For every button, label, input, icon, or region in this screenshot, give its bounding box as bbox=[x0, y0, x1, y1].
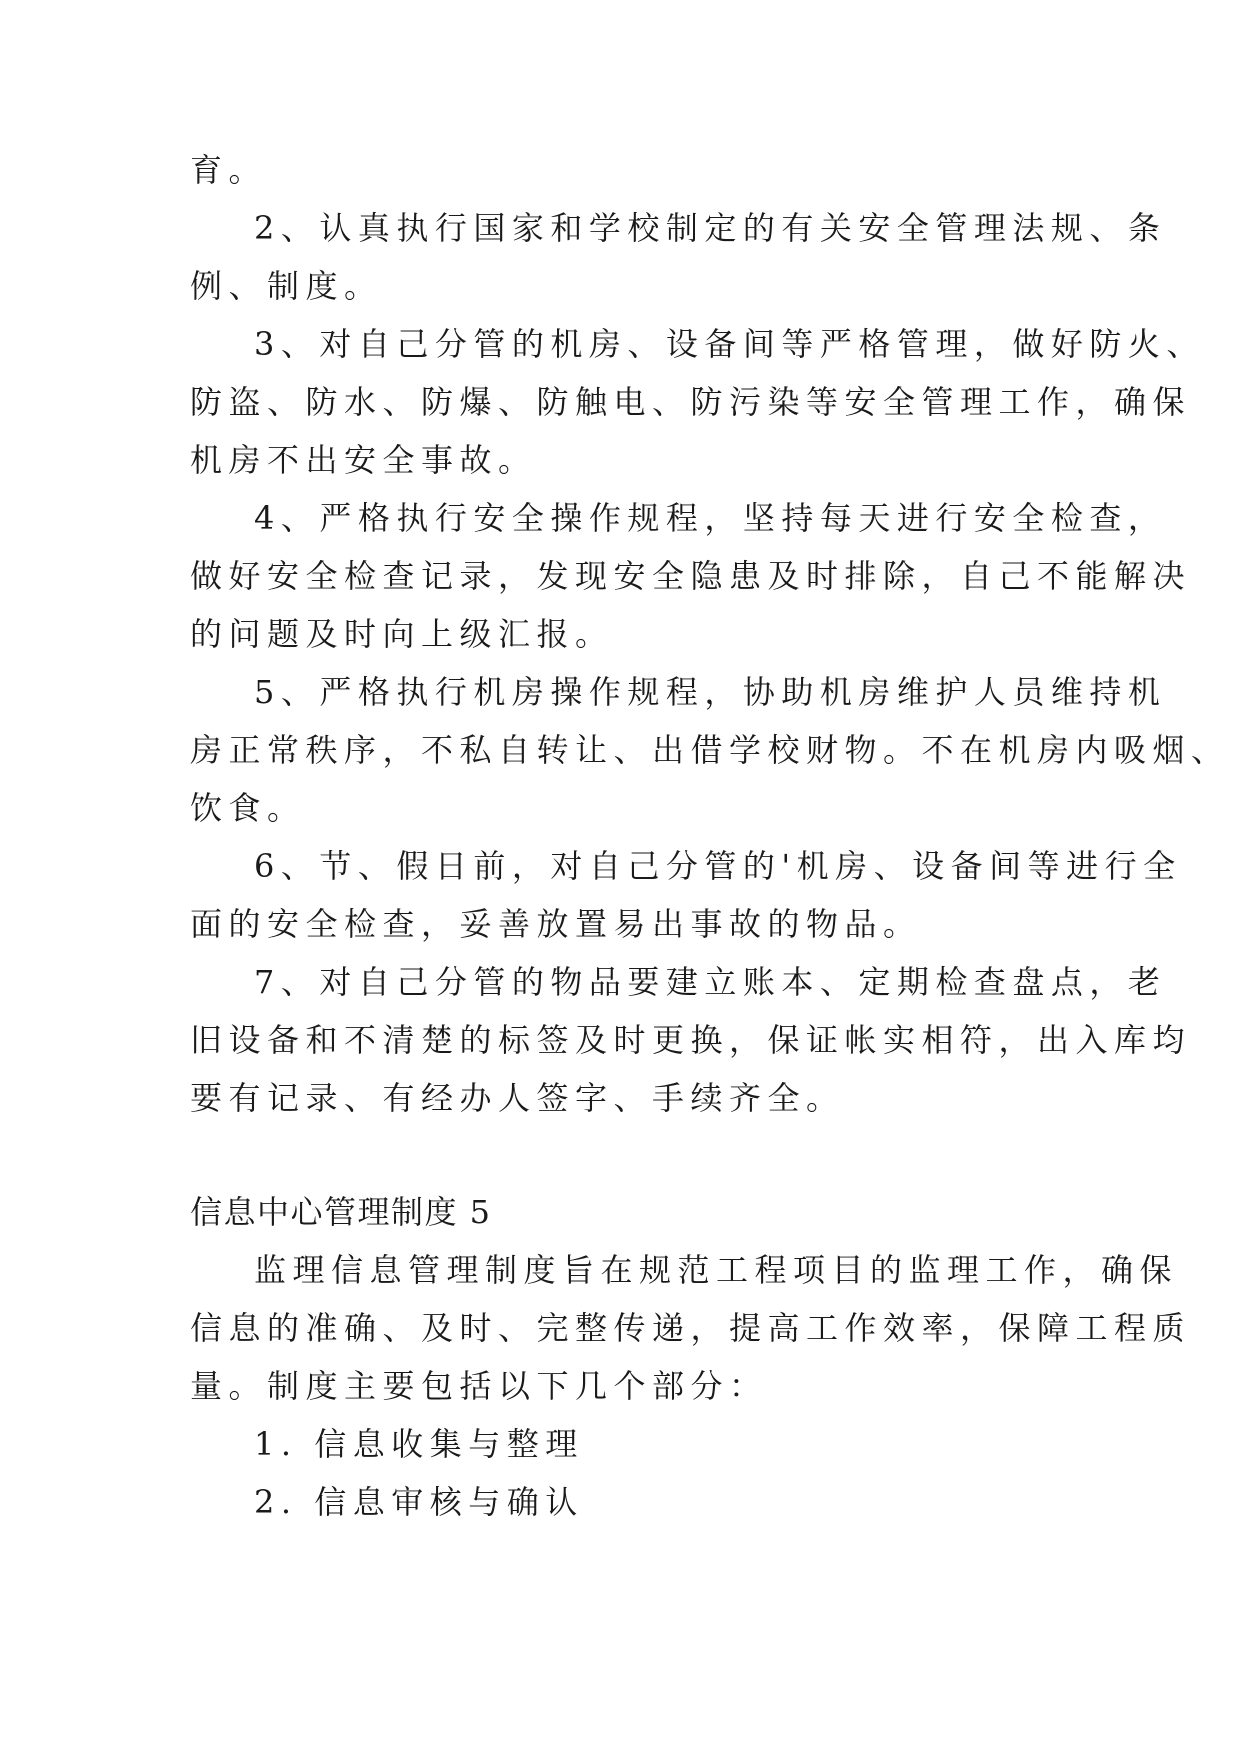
paragraph-line: 6、节、假日前，对自己分管的'机房、设备间等进行全 bbox=[254, 847, 1182, 885]
paragraph-line: 信息的准确、及时、完整传递，提高工作效率，保障工程质 bbox=[190, 1309, 1192, 1347]
paragraph-line: 的问题及时向上级汇报。 bbox=[190, 615, 614, 653]
paragraph-line: 2、认真执行国家和学校制定的有关安全管理法规、条 bbox=[254, 209, 1167, 247]
list-item: 1. 信息收集与整理 bbox=[254, 1425, 584, 1463]
section-title: 信息中心管理制度 5 bbox=[190, 1193, 492, 1231]
paragraph-line: 育。 bbox=[190, 151, 268, 189]
paragraph-line: 5、严格执行机房操作规程，协助机房维护人员维持机 bbox=[254, 673, 1167, 711]
paragraph-line: 防盗、防水、防爆、防触电、防污染等安全管理工作，确保 bbox=[190, 383, 1192, 421]
paragraph-line: 房正常秩序，不私自转让、出借学校财物。不在机房内吸烟、 bbox=[190, 731, 1230, 769]
list-item: 2. 信息审核与确认 bbox=[254, 1483, 584, 1521]
paragraph-line: 旧设备和不清楚的标签及时更换，保证帐实相符，出入库均 bbox=[190, 1021, 1192, 1059]
paragraph-line: 机房不出安全事故。 bbox=[190, 441, 537, 479]
paragraph-line: 要有记录、有经办人签字、手续齐全。 bbox=[190, 1079, 845, 1117]
paragraph-line: 7、对自己分管的物品要建立账本、定期检查盘点，老 bbox=[254, 963, 1167, 1001]
paragraph-line: 例、制度。 bbox=[190, 267, 383, 305]
paragraph-line: 做好安全检查记录，发现安全隐患及时排除，自己不能解决 bbox=[190, 557, 1192, 595]
paragraph-line: 量。制度主要包括以下几个部分： bbox=[190, 1367, 768, 1405]
paragraph-line: 饮食。 bbox=[190, 789, 306, 827]
paragraph-line: 面的安全检查，妥善放置易出事故的物品。 bbox=[190, 905, 922, 943]
paragraph-line: 3、对自己分管的机房、设备间等严格管理，做好防火、 bbox=[254, 325, 1205, 363]
paragraph-line: 4、严格执行安全操作规程，坚持每天进行安全检查， bbox=[254, 499, 1167, 537]
paragraph-line: 监理信息管理制度旨在规范工程项目的监理工作，确保 bbox=[254, 1251, 1179, 1289]
